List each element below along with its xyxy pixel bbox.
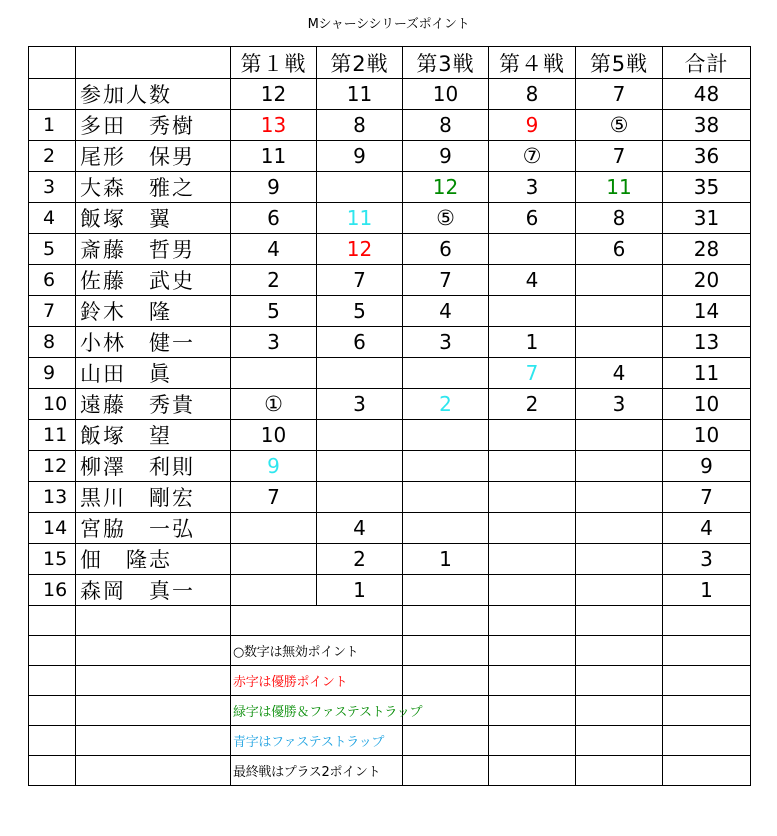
- table-row: [29, 513, 751, 544]
- point-cell: 11: [576, 172, 663, 203]
- rank-cell: 3: [29, 172, 76, 203]
- rank-cell: 15: [29, 544, 76, 575]
- point-cell: 3: [489, 172, 576, 203]
- void-point-cell: ⑤: [403, 203, 489, 234]
- point-cell: 9: [231, 451, 317, 482]
- point-cell: [231, 358, 317, 389]
- empty-cell: [663, 666, 751, 696]
- rank-cell: [29, 79, 76, 110]
- point-cell: 3: [317, 389, 403, 420]
- table-row: [29, 420, 751, 451]
- legend-row: [29, 726, 751, 756]
- empty-cell: [29, 666, 76, 696]
- empty-cell: [403, 636, 489, 666]
- empty-cell: [29, 696, 76, 726]
- empty-cell: [663, 636, 751, 666]
- point-cell: [576, 544, 663, 575]
- void-point-cell: ①: [231, 389, 317, 420]
- participants-count: 48: [663, 79, 751, 110]
- legend-row: [29, 696, 751, 726]
- empty-cell: [663, 756, 751, 786]
- rank-cell: 10: [29, 389, 76, 420]
- driver-name: 飯塚 翼: [76, 203, 231, 234]
- table-row: [29, 451, 751, 482]
- table-row: [29, 544, 751, 575]
- point-cell: 2: [317, 544, 403, 575]
- empty-cell: [403, 606, 489, 636]
- point-cell: 12: [317, 234, 403, 265]
- total-cell: 36: [663, 141, 751, 172]
- empty-cell: [489, 666, 576, 696]
- point-cell: [576, 327, 663, 358]
- point-cell: 8: [317, 110, 403, 141]
- point-cell: 4: [489, 265, 576, 296]
- point-cell: [403, 358, 489, 389]
- legend-note: ○数字は無効ポイント: [231, 636, 317, 666]
- point-cell: [317, 482, 403, 513]
- point-cell: 4: [317, 513, 403, 544]
- empty-cell: [576, 756, 663, 786]
- point-cell: 2: [231, 265, 317, 296]
- driver-name: 斎藤 哲男: [76, 234, 231, 265]
- point-cell: 11: [317, 203, 403, 234]
- point-cell: 2: [403, 389, 489, 420]
- empty-cell: [29, 636, 76, 666]
- total-cell: 38: [663, 110, 751, 141]
- table-row: [29, 327, 751, 358]
- rank-cell: 4: [29, 203, 76, 234]
- table-row: [29, 234, 751, 265]
- table-row: [29, 296, 751, 327]
- point-cell: [489, 296, 576, 327]
- legend-row: [29, 636, 751, 666]
- driver-name: 鈴木 隆: [76, 296, 231, 327]
- participants-count: 12: [231, 79, 317, 110]
- point-cell: 6: [576, 234, 663, 265]
- driver-name: 佃 隆志: [76, 544, 231, 575]
- point-cell: 9: [231, 172, 317, 203]
- participants-count: 10: [403, 79, 489, 110]
- point-cell: 4: [576, 358, 663, 389]
- table-row: [29, 389, 751, 420]
- table-row: [29, 110, 751, 141]
- participants-label: 参加人数: [76, 79, 231, 110]
- driver-name: 小林 健一: [76, 327, 231, 358]
- total-cell: 13: [663, 327, 751, 358]
- total-cell: 20: [663, 265, 751, 296]
- participants-count: 7: [576, 79, 663, 110]
- total-cell: 11: [663, 358, 751, 389]
- point-cell: [576, 451, 663, 482]
- rank-cell: 5: [29, 234, 76, 265]
- point-cell: [489, 234, 576, 265]
- legend-note: 緑字は優勝＆ファステストラップ: [231, 696, 317, 726]
- table-row: [29, 172, 751, 203]
- rank-cell: 7: [29, 296, 76, 327]
- point-cell: [317, 451, 403, 482]
- rank-cell: 12: [29, 451, 76, 482]
- total-cell: 1: [663, 575, 751, 606]
- point-cell: 6: [231, 203, 317, 234]
- point-cell: [576, 513, 663, 544]
- point-cell: [489, 451, 576, 482]
- point-cell: [489, 544, 576, 575]
- point-cell: 8: [576, 203, 663, 234]
- driver-name: 遠藤 秀貴: [76, 389, 231, 420]
- rank-cell: 11: [29, 420, 76, 451]
- driver-name: 森岡 真一: [76, 575, 231, 606]
- point-cell: 2: [489, 389, 576, 420]
- void-point-cell: ⑤: [576, 110, 663, 141]
- driver-name: 宮脇 一弘: [76, 513, 231, 544]
- point-cell: 6: [489, 203, 576, 234]
- point-cell: 1: [489, 327, 576, 358]
- driver-name: 尾形 保男: [76, 141, 231, 172]
- legend-note: 最終戦はプラス2ポイント: [231, 756, 317, 786]
- point-cell: [231, 513, 317, 544]
- empty-cell: [663, 696, 751, 726]
- header-cell: 第5戦: [576, 47, 663, 79]
- participants-count: 11: [317, 79, 403, 110]
- rank-cell: 9: [29, 358, 76, 389]
- point-cell: 9: [403, 141, 489, 172]
- participants-count: 8: [489, 79, 576, 110]
- rank-cell: 16: [29, 575, 76, 606]
- empty-cell: [317, 606, 403, 636]
- header-cell: 第４戦: [489, 47, 576, 79]
- participants-row: [29, 79, 751, 110]
- header-cell: 合計: [663, 47, 751, 79]
- empty-cell: [29, 726, 76, 756]
- point-cell: [576, 575, 663, 606]
- header-cell: 第2戦: [317, 47, 403, 79]
- point-cell: 11: [231, 141, 317, 172]
- point-cell: 7: [403, 265, 489, 296]
- point-cell: [576, 265, 663, 296]
- legend-note: [231, 606, 317, 636]
- empty-cell: [29, 606, 76, 636]
- empty-cell: [489, 726, 576, 756]
- point-cell: 13: [231, 110, 317, 141]
- point-cell: 9: [317, 141, 403, 172]
- rank-cell: 13: [29, 482, 76, 513]
- header-cell: 第3戦: [403, 47, 489, 79]
- point-cell: [576, 420, 663, 451]
- point-cell: [489, 575, 576, 606]
- total-cell: 7: [663, 482, 751, 513]
- empty-cell: [663, 726, 751, 756]
- point-cell: [489, 482, 576, 513]
- total-cell: 14: [663, 296, 751, 327]
- total-cell: 10: [663, 389, 751, 420]
- point-cell: 7: [489, 358, 576, 389]
- empty-cell: [76, 636, 231, 666]
- point-cell: 4: [231, 234, 317, 265]
- point-cell: 5: [231, 296, 317, 327]
- empty-cell: [76, 726, 231, 756]
- points-table: [28, 46, 751, 786]
- point-cell: 3: [576, 389, 663, 420]
- header-row: [29, 47, 751, 79]
- point-cell: [403, 575, 489, 606]
- point-cell: 1: [317, 575, 403, 606]
- point-cell: [403, 482, 489, 513]
- empty-cell: [576, 666, 663, 696]
- legend-row: [29, 606, 751, 636]
- empty-cell: [489, 636, 576, 666]
- header-cell: 第１戦: [231, 47, 317, 79]
- point-cell: 4: [403, 296, 489, 327]
- legend-row: [29, 756, 751, 786]
- total-cell: 31: [663, 203, 751, 234]
- point-cell: [317, 172, 403, 203]
- void-point-cell: ⑦: [489, 141, 576, 172]
- point-cell: 12: [403, 172, 489, 203]
- point-cell: 7: [231, 482, 317, 513]
- empty-cell: [29, 756, 76, 786]
- table-row: [29, 141, 751, 172]
- rank-cell: 2: [29, 141, 76, 172]
- point-cell: 1: [403, 544, 489, 575]
- rank-cell: 8: [29, 327, 76, 358]
- header-cell: [76, 47, 231, 79]
- point-cell: [403, 513, 489, 544]
- empty-cell: [76, 666, 231, 696]
- point-cell: 7: [317, 265, 403, 296]
- empty-cell: [489, 606, 576, 636]
- table-row: [29, 575, 751, 606]
- total-cell: 4: [663, 513, 751, 544]
- point-cell: [576, 296, 663, 327]
- point-cell: [489, 513, 576, 544]
- point-cell: 10: [231, 420, 317, 451]
- driver-name: 大森 雅之: [76, 172, 231, 203]
- empty-cell: [489, 756, 576, 786]
- legend-row: [29, 666, 751, 696]
- driver-name: 多田 秀樹: [76, 110, 231, 141]
- point-cell: 3: [231, 327, 317, 358]
- driver-name: 佐藤 武史: [76, 265, 231, 296]
- legend-note: 赤字は優勝ポイント: [231, 666, 317, 696]
- empty-cell: [403, 726, 489, 756]
- header-cell: [29, 47, 76, 79]
- empty-cell: [489, 696, 576, 726]
- empty-cell: [76, 756, 231, 786]
- table-row: [29, 482, 751, 513]
- point-cell: 5: [317, 296, 403, 327]
- rank-cell: 14: [29, 513, 76, 544]
- empty-cell: [663, 606, 751, 636]
- point-cell: [231, 575, 317, 606]
- empty-cell: [576, 696, 663, 726]
- driver-name: 飯塚 望: [76, 420, 231, 451]
- empty-cell: [576, 606, 663, 636]
- rank-cell: 1: [29, 110, 76, 141]
- driver-name: 黒川 剛宏: [76, 482, 231, 513]
- empty-cell: [76, 606, 231, 636]
- total-cell: 28: [663, 234, 751, 265]
- point-cell: [231, 544, 317, 575]
- point-cell: [317, 420, 403, 451]
- point-cell: [317, 358, 403, 389]
- point-cell: [489, 420, 576, 451]
- driver-name: 柳澤 利則: [76, 451, 231, 482]
- table-row: [29, 203, 751, 234]
- total-cell: 10: [663, 420, 751, 451]
- total-cell: 3: [663, 544, 751, 575]
- point-cell: 3: [403, 327, 489, 358]
- table-row: [29, 358, 751, 389]
- empty-cell: [576, 636, 663, 666]
- point-cell: [403, 451, 489, 482]
- point-cell: [576, 482, 663, 513]
- point-cell: 6: [317, 327, 403, 358]
- rank-cell: 6: [29, 265, 76, 296]
- total-cell: 9: [663, 451, 751, 482]
- page-title: Mシャーシシリーズポイント: [307, 17, 470, 32]
- empty-cell: [576, 726, 663, 756]
- point-cell: 6: [403, 234, 489, 265]
- legend-note: 青字はファステストラップ: [231, 726, 317, 756]
- total-cell: 35: [663, 172, 751, 203]
- point-cell: 8: [403, 110, 489, 141]
- empty-cell: [403, 756, 489, 786]
- table-row: [29, 265, 751, 296]
- point-cell: 9: [489, 110, 576, 141]
- empty-cell: [76, 696, 231, 726]
- point-cell: 7: [576, 141, 663, 172]
- point-cell: [403, 420, 489, 451]
- empty-cell: [403, 666, 489, 696]
- driver-name: 山田 眞: [76, 358, 231, 389]
